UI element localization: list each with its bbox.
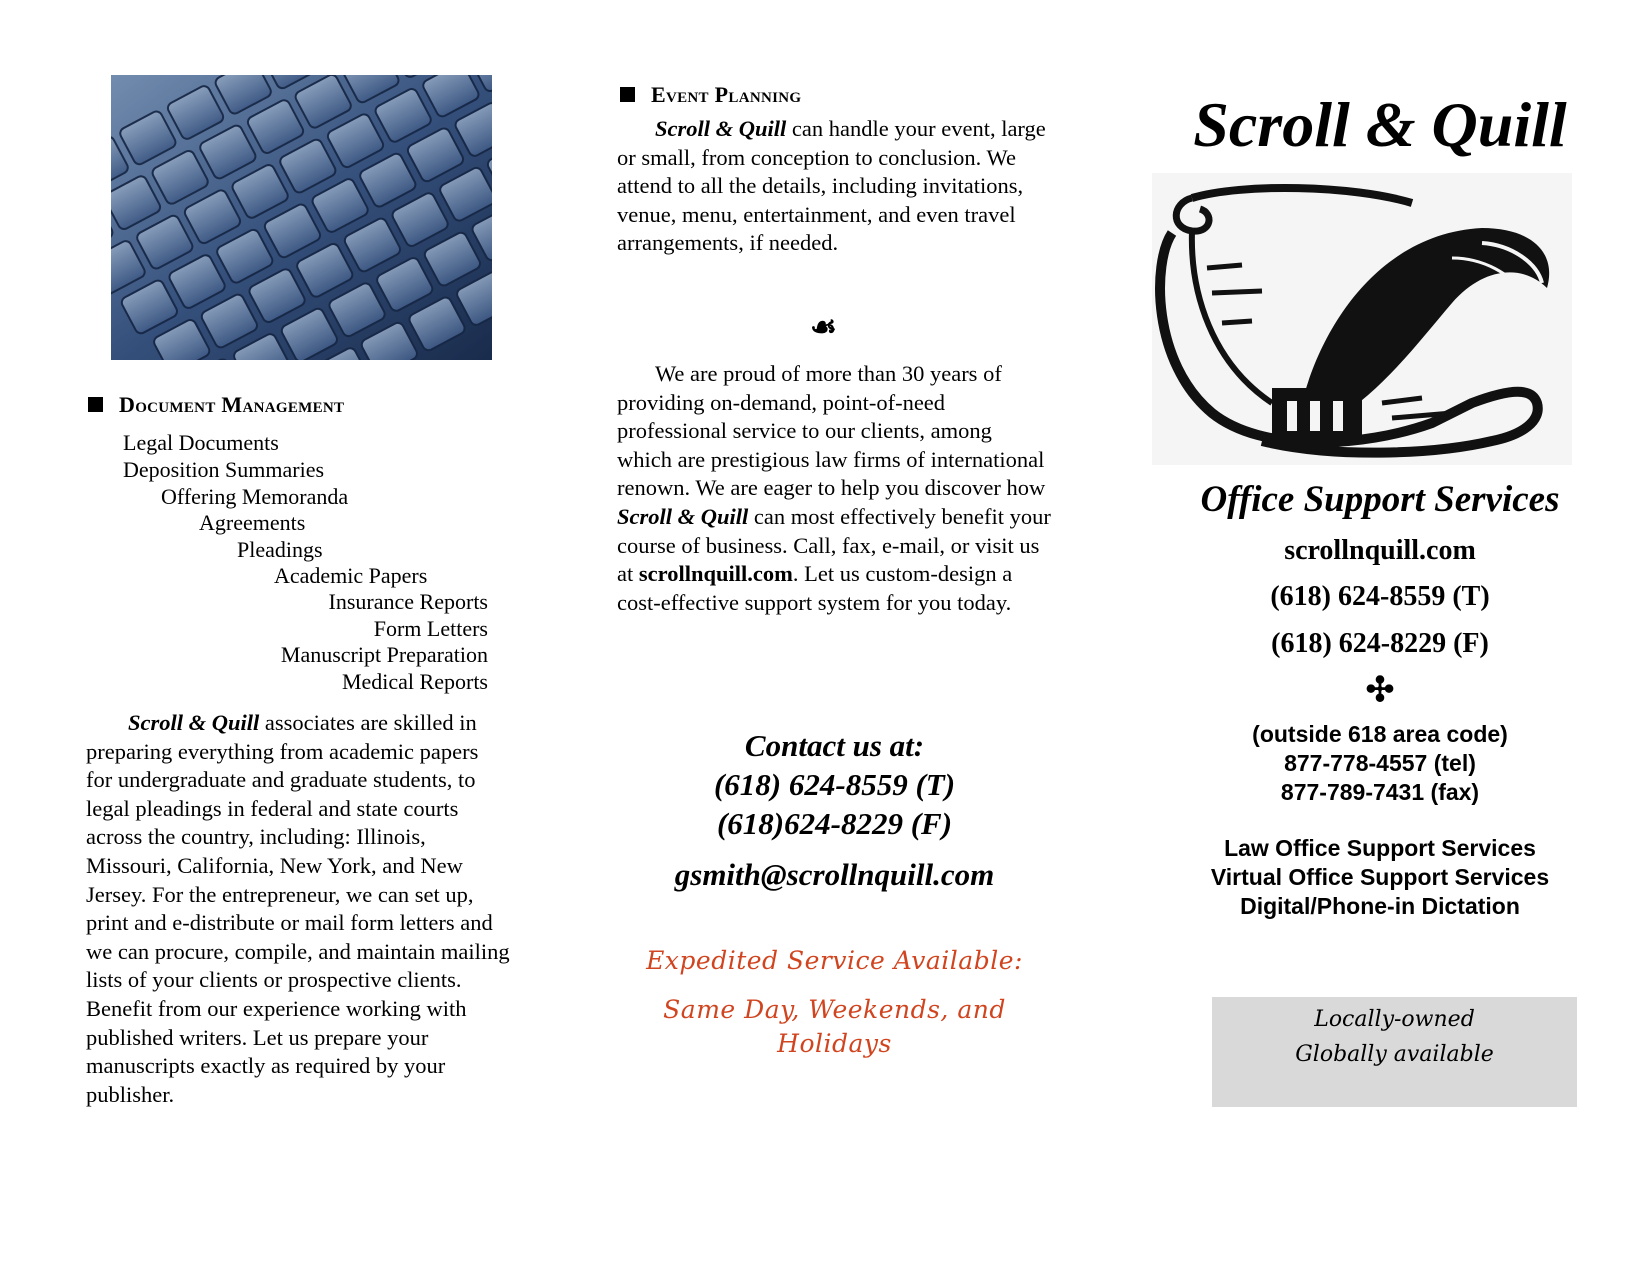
event-planning-title: Event Planning	[651, 82, 802, 107]
contact-heading: Contact us at:	[744, 728, 925, 763]
brand-title: Scroll & Quill	[1193, 89, 1567, 160]
expedited-title: Expedited Service Available:	[646, 946, 1023, 975]
services-list	[1150, 834, 1610, 921]
phone-number[interactable]: (618) 624-8559 (T)	[1270, 581, 1490, 612]
list-item: Academic Papers	[274, 563, 428, 588]
list-item: Insurance Reports	[328, 589, 488, 614]
event-planning-heading	[620, 82, 801, 108]
subtitle: Office Support Services	[1200, 479, 1560, 520]
document-management-title: Document Management	[119, 392, 345, 417]
bullet-square-icon	[88, 397, 103, 412]
contact-fax[interactable]: (618)624-8229 (F)	[716, 806, 953, 841]
scroll-quill-logo	[1152, 173, 1572, 465]
brand-name: Scroll & Quill	[655, 116, 787, 141]
list-item: Legal Documents	[123, 430, 279, 455]
list-item: Pleadings	[237, 537, 323, 562]
brand-name: Scroll & Quill	[128, 710, 260, 735]
list-item: Medical Reports	[341, 669, 488, 694]
service-item: Digital/Phone-in Dictation	[1240, 893, 1520, 919]
expedited-detail: Same Day, Weekends, and Holidays	[663, 995, 1006, 1058]
paragraph-text: We are proud of more than 30 years of providing on-demand, point-of-need professional service to our clients, among which are prestigious law firms of international renown. We are eager to help you discover how	[617, 361, 1046, 501]
about-paragraph	[617, 360, 1052, 617]
list-item: Form Letters	[373, 616, 488, 641]
flower-ornament-icon: ✣	[1365, 672, 1395, 709]
box-line-1: Locally-owned	[1314, 1007, 1475, 1032]
paragraph-text: can most effectively benefit your course of business. Call, fax, e-mail, or visit us at	[617, 503, 1051, 587]
document-management-heading	[88, 392, 344, 418]
ornament-icon: ☙	[810, 311, 837, 344]
list-item: Deposition Summaries	[123, 457, 325, 482]
contact-email[interactable]: gsmith@scrollnquill.com	[674, 857, 995, 892]
keyboard-photo	[111, 75, 492, 360]
paragraph-text: can handle your event, large or small, from conception to conclusion. We attend to all the details, including invitations, venue, menu, entertainment, and even travel arrangements, if needed.	[617, 116, 1046, 256]
paragraph-text: associates are skilled in preparing everything from academic papers for undergraduate and graduate students, to legal pleadings in federal and state courts across the country, including: Illinois, Missouri, California, New York, and New Jersey. For the entrepreneur, we can set up, print and e-distribute or mail form letters and we can procure, compile, and maintain mailing lists of your clients or prospective clients. Benefit from our experience working with published writers. Let us prepare your manuscripts exactly as required by your publisher.	[86, 710, 510, 1107]
list-item: Offering Memoranda	[161, 484, 349, 509]
toll-free-fax[interactable]: 877-789-7431 (fax)	[1280, 779, 1480, 805]
locally-owned-box	[1212, 997, 1577, 1107]
box-line-2: Globally available	[1295, 1042, 1494, 1067]
contact-phone[interactable]: (618) 624-8559 (T)	[713, 767, 956, 802]
paragraph-text: . Let us custom-design a cost-effective support system for you today.	[617, 561, 1013, 615]
event-planning-paragraph	[617, 115, 1052, 258]
toll-free-block	[1150, 720, 1610, 807]
list-item: Manuscript Preparation	[280, 642, 488, 667]
fax-number[interactable]: (618) 624-8229 (F)	[1271, 628, 1489, 659]
service-item: Law Office Support Services	[1224, 835, 1536, 861]
service-item: Virtual Office Support Services	[1210, 864, 1550, 890]
outside-area-label: (outside 618 area code)	[1252, 721, 1508, 747]
toll-free-tel[interactable]: 877-778-4557 (tel)	[1284, 750, 1476, 776]
document-management-paragraph	[86, 709, 510, 1109]
website-link[interactable]: scrollnquill.com	[1284, 535, 1476, 566]
list-item: Agreements	[199, 510, 306, 535]
bullet-square-icon	[620, 87, 635, 102]
website-link[interactable]: scrollnquill.com	[638, 561, 793, 587]
brand-name: Scroll & Quill	[617, 503, 749, 529]
